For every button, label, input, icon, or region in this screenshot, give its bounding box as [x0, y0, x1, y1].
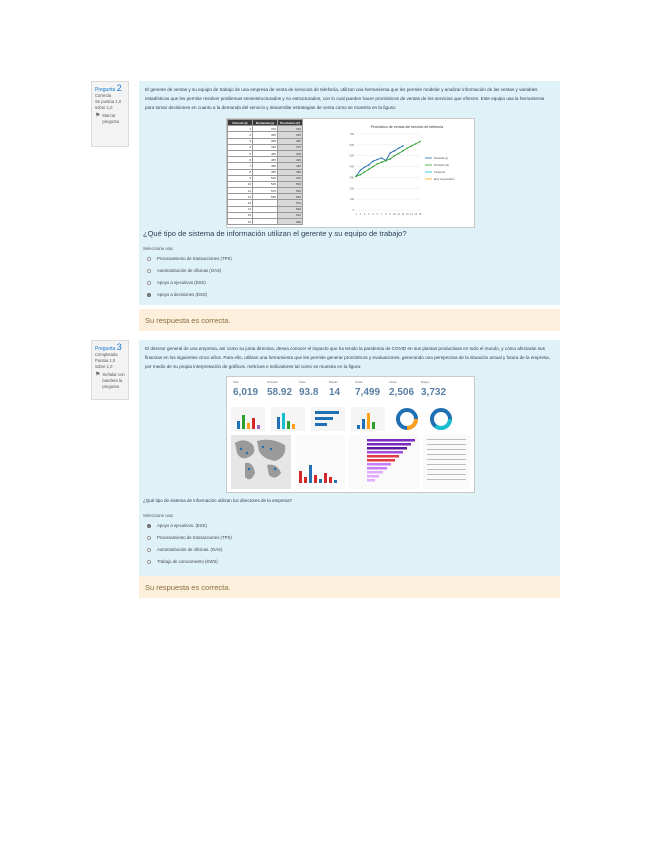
y-tick-label: 0	[352, 209, 354, 212]
question-number: Pregunta 2	[95, 83, 122, 93]
question-number: Pregunta 3	[95, 342, 122, 352]
radio-button[interactable]	[147, 257, 151, 261]
table-cell: 425	[278, 157, 303, 163]
flag-icon: ⚑	[95, 372, 101, 378]
data-point	[381, 157, 383, 159]
table-cell: 525	[253, 175, 278, 181]
data-point	[398, 147, 400, 149]
table-cell: 2	[228, 132, 253, 138]
dashboard-figure	[226, 376, 475, 493]
data-point	[402, 150, 404, 152]
legend-entry: Tendencia	[434, 171, 445, 174]
dashboard-table	[423, 435, 470, 489]
table-cell: 465	[253, 157, 278, 163]
x-tick-label: 16	[418, 213, 422, 216]
question-status: Correcta	[95, 93, 112, 98]
table-cell: 610	[278, 212, 303, 218]
question-text: El director general de una empresa, así como su junta directiva, desea conocer el impacto que ha tenido la pandemia de COVID en sus plantas productivas en todo el mundo, y cómo afectarán sus finanzas en los siguientes cinco años. Para ello, utilizan una herramienta que les permite generar pronósticos y evaluaciones, generando una perspectiva de la situación actual y futura de la empresa, por medio de su propia interpretación de gráficos, métricas e indicadores tal como se muestra en la figura:	[145, 346, 551, 369]
horizontal-bar-chart	[349, 435, 419, 489]
table-cell: 350	[278, 138, 303, 144]
select-label: Seleccione una:	[143, 513, 174, 518]
table-cell: 365	[253, 132, 278, 138]
y-tick-label: 200	[349, 187, 354, 191]
kpi-value: 58.92	[267, 387, 293, 398]
table-cell: 480	[253, 163, 278, 169]
answer-option[interactable]: Automatización de oficinas (OAS)	[147, 268, 221, 273]
column-chart	[295, 435, 345, 489]
legend-entry: Error de pronóstico	[434, 178, 455, 181]
x-tick-label: 12	[401, 213, 405, 216]
data-point	[359, 170, 361, 172]
x-tick-label: 11	[397, 213, 400, 216]
kpi-label: Promedio	[267, 381, 278, 384]
feedback-q2: Su respuesta es correcta.	[139, 309, 560, 331]
answer-option[interactable]: Trabajo de conocimiento (KWS)	[147, 559, 218, 564]
select-label: Seleccione una:	[143, 246, 174, 251]
x-tick-label: 14	[410, 213, 413, 216]
chart-title: Pronóstico de ventas del servicio de telefonía	[370, 125, 444, 129]
table-cell: 6	[228, 157, 253, 163]
x-tick-label: 9	[389, 213, 391, 216]
data-point	[359, 174, 361, 176]
legend-entry: Pronóstico (F)	[434, 164, 450, 167]
radio-button[interactable]	[147, 269, 151, 273]
table-cell: 3	[228, 138, 253, 144]
question-info-q3	[91, 340, 129, 400]
kpi-label: Margen	[421, 381, 430, 384]
answer-option[interactable]: Apoyo a decisiones (DSS)	[147, 292, 207, 297]
kpi-value: 14	[329, 387, 341, 398]
data-point	[385, 160, 387, 162]
kpi-value: 3,732	[421, 387, 447, 398]
question-prompt: ¿Qué tipo de sistema de información utilizan el gerente y su equipo de trabajo?	[143, 229, 407, 238]
table-cell: 1	[228, 126, 253, 132]
forecast-table	[227, 119, 303, 225]
question-text: El gerente de ventas y su equipo de trabajo de una empresa de venta de servicios de telefonía, utilizan una herramienta que les permite modelar y analizar información de las ventas y variables estadísticas que les permite resolver problemas semiestructurados y no estructurados, con lo cual pueden hacer pronósticos de ventas de los servicios que ofrecen. Este equipo usa la herramienta para tomar decisiones en cuanto a la demanda del servicio y desarrollar estrategias de venta como se muestra en la figura:	[145, 87, 545, 110]
data-point	[381, 161, 383, 163]
mini-bar-chart	[231, 407, 265, 431]
question-prompt: ¿Qué tipo de sistema de información utilizan los directores de la empresa?	[143, 498, 293, 503]
kpi-label: Plantas	[329, 381, 338, 384]
x-tick-label: 1	[355, 213, 357, 216]
table-cell: 8	[228, 169, 253, 175]
kpi-value: 93.8	[299, 387, 319, 398]
y-tick-label: 500	[349, 154, 354, 158]
y-tick-label: 700	[349, 133, 354, 136]
table-cell: 590	[253, 194, 278, 200]
x-tick-label: 15	[414, 213, 418, 216]
forecast-chart	[342, 120, 472, 226]
mini-bar-chart	[271, 407, 305, 431]
feedback-q3: Su respuesta es correcta.	[139, 576, 560, 598]
radio-button[interactable]	[147, 281, 151, 285]
flag-icon: ⚑	[95, 113, 101, 119]
table-header-cell: Periodo (t)	[228, 120, 253, 126]
table-cell: 310	[278, 126, 303, 132]
table-cell: 395	[253, 138, 278, 144]
data-point	[372, 166, 374, 168]
table-cell: 590	[278, 206, 303, 212]
radio-button[interactable]	[147, 536, 151, 540]
table-cell: 455	[278, 169, 303, 175]
data-point	[394, 155, 396, 157]
table-cell: 4	[228, 144, 253, 150]
answer-option[interactable]: Procesamiento de transacciones (TPS)	[147, 535, 232, 540]
data-point	[377, 163, 379, 165]
question-points: Se puntúa 1,0 sobre 1,0	[95, 99, 122, 110]
x-tick-label: 6	[376, 213, 379, 216]
data-point	[372, 160, 374, 162]
table-cell: 450	[253, 150, 278, 156]
answer-option[interactable]: Apoyo a ejecutivos (ESS)	[147, 280, 206, 285]
x-tick-label: 10	[393, 213, 396, 216]
data-point	[394, 150, 396, 152]
table-cell: 400	[278, 150, 303, 156]
question-info-q2	[91, 81, 129, 147]
data-point	[411, 145, 413, 147]
series-line	[356, 146, 403, 176]
world-map	[231, 435, 291, 489]
x-tick-label: 4	[368, 213, 370, 216]
y-tick-label: 600	[349, 143, 354, 147]
data-point	[364, 166, 366, 168]
radio-button-selected[interactable]	[147, 293, 151, 297]
mini-bar-chart	[311, 407, 345, 431]
x-tick-label: 8	[385, 213, 387, 216]
y-tick-label: 100	[349, 198, 354, 202]
table-cell: 310	[253, 126, 278, 132]
series-line	[356, 142, 420, 177]
table-cell: 520	[278, 188, 303, 194]
table-cell	[253, 219, 278, 225]
kpi-value: 2,506	[389, 387, 415, 398]
data-point	[415, 143, 417, 145]
table-cell: 415	[253, 144, 278, 150]
table-header-cell: Pronóstico (F)	[278, 120, 303, 126]
data-point	[419, 141, 421, 143]
table-header-cell: Demanda (y)	[253, 120, 278, 126]
x-tick-label: 7	[380, 213, 383, 216]
answer-option[interactable]: Procesamiento de transacciones (TPS)	[147, 256, 232, 261]
x-tick-label: 3	[363, 213, 366, 216]
radio-button[interactable]	[147, 560, 151, 564]
table-cell: 7	[228, 163, 253, 169]
table-cell: 9	[228, 175, 253, 181]
flag-question-button[interactable]: ⚑ Señalar con bandera la pregunta	[95, 372, 125, 389]
data-point	[355, 176, 357, 178]
data-point	[406, 147, 408, 149]
table-cell: 500	[278, 181, 303, 187]
table-cell: 11	[228, 188, 253, 194]
table-cell: 14	[228, 206, 253, 212]
x-tick-label: 5	[372, 213, 374, 216]
donut-chart	[432, 410, 450, 428]
table-cell: 10	[228, 181, 253, 187]
data-point	[402, 145, 404, 147]
table-cell: 470	[278, 175, 303, 181]
kpi-label: Índice	[299, 381, 306, 384]
table-cell: 375	[278, 144, 303, 150]
table-cell: 630	[278, 219, 303, 225]
legend-entry: Demanda (y)	[434, 157, 448, 160]
question-points: Puntúa 1,0 sobre 1,0	[95, 358, 116, 369]
answer-option[interactable]: Automatización de oficinas. (OAS)	[147, 547, 222, 552]
radio-button[interactable]	[147, 548, 151, 552]
data-point	[398, 153, 400, 155]
data-point	[389, 152, 391, 154]
table-cell: 16	[228, 219, 253, 225]
kpi-label: Total	[233, 381, 239, 384]
y-tick-label: 400	[349, 165, 354, 169]
table-row	[228, 219, 303, 225]
dashboard-panels	[227, 377, 474, 492]
data-point	[368, 164, 370, 166]
x-tick-label: 13	[405, 213, 409, 216]
table-cell: 545	[253, 181, 278, 187]
table-cell: 15	[228, 212, 253, 218]
mini-bar-chart	[351, 407, 385, 431]
x-tick-label: 2	[359, 213, 361, 216]
kpi-label: Costos	[389, 381, 397, 384]
data-point	[377, 159, 379, 161]
flag-question-button[interactable]: ⚑ Marcar pregunta	[95, 113, 119, 124]
table-cell: 5	[228, 150, 253, 156]
table-cell: 12	[228, 194, 253, 200]
table-cell: 325	[278, 132, 303, 138]
kpi-value: 7,499	[355, 387, 381, 398]
kpi-label: Ventas	[355, 381, 363, 384]
answer-option[interactable]: Apoyo a ejecutivos. (ESS)	[147, 523, 207, 528]
table-cell: 570	[278, 200, 303, 206]
data-point	[389, 158, 391, 160]
forecast-figure	[226, 118, 475, 228]
table-cell: 455	[253, 169, 278, 175]
question-status: Completada	[95, 352, 118, 357]
data-point	[368, 168, 370, 170]
table-cell: 13	[228, 200, 253, 206]
donut-chart	[398, 410, 416, 428]
radio-button-selected[interactable]	[147, 524, 151, 528]
y-tick-label: 300	[349, 176, 354, 180]
table-cell: 545	[278, 194, 303, 200]
table-cell: 570	[253, 188, 278, 194]
kpi-value: 6,019	[233, 387, 259, 398]
data-point	[364, 171, 366, 173]
table-cell: 440	[278, 163, 303, 169]
